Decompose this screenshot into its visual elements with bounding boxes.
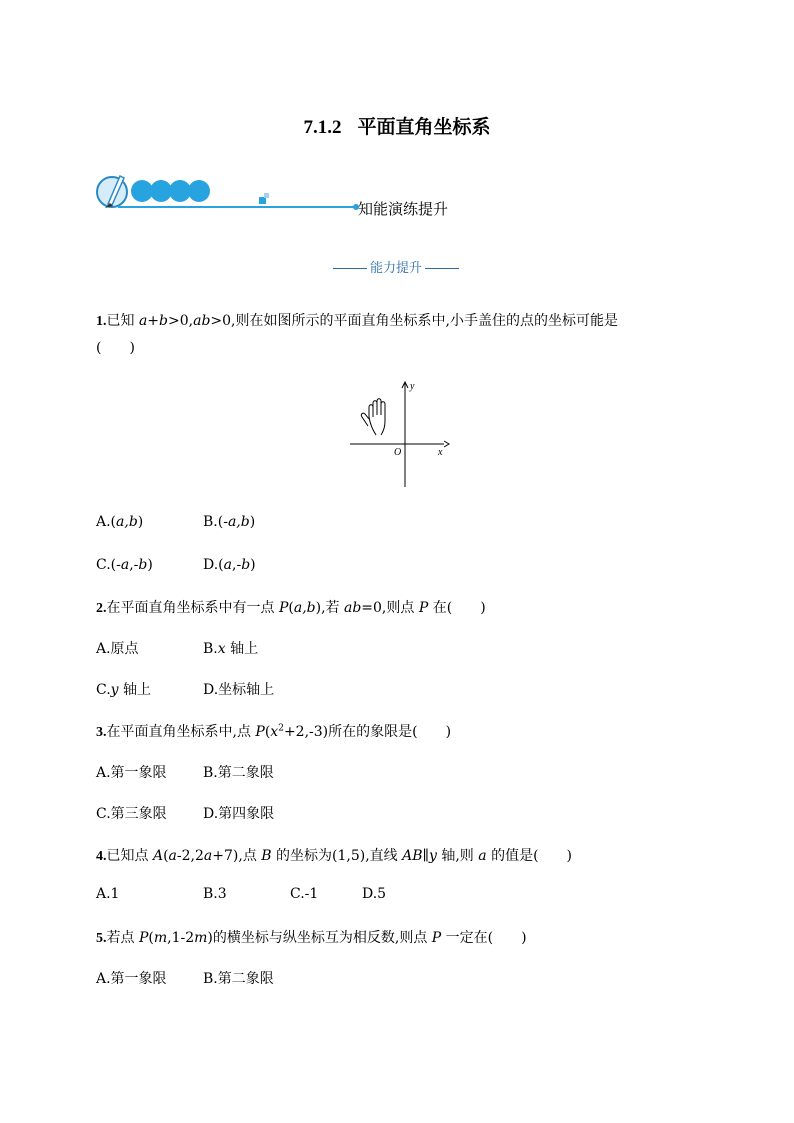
question-number: 1. (96, 314, 107, 329)
q2-option-b[interactable]: B.x 轴上 (203, 641, 259, 657)
origin-label: O (394, 447, 402, 458)
q5-option-b[interactable]: B.第二象限 (203, 971, 274, 987)
q2-option-d[interactable]: D.坐标轴上 (203, 682, 275, 698)
q1-option-d[interactable]: D.(a,-b) (203, 557, 256, 573)
q3-option-a[interactable]: A.第一象限 (96, 765, 167, 781)
question-4: 4.已知点 A(a-2,2a+7),点 B 的坐标为(1,5),直线 AB∥y 轴,则 a 的值是( ) (96, 848, 573, 864)
q3-option-d[interactable]: D.第四象限 (203, 806, 275, 822)
q1-option-b[interactable]: B.(-a,b) (203, 514, 256, 530)
question-3: 3.在平面直角坐标系中,点 $P(x^2+2,-3)$所在的象限是( ) (96, 723, 452, 740)
q2-option-c[interactable]: C.y 轴上 (96, 682, 152, 698)
sub-heading-text: 能力提升 (370, 261, 423, 276)
section-number: 7.1.2 (303, 117, 342, 138)
q1-option-c[interactable]: C.(-a,-b) (96, 557, 153, 573)
q5-option-a[interactable]: A.第一象限 (96, 971, 167, 987)
right-dash (425, 268, 459, 269)
question-2: 2.在平面直角坐标系中有一点 P(a,b),若 ab=0,则点 P 在( ) (96, 600, 486, 616)
question-number: 4. (96, 849, 107, 864)
pen-icon (97, 176, 127, 208)
q4-option-a[interactable]: A.1 (96, 886, 120, 902)
decorative-circles (131, 180, 210, 202)
q2-option-a[interactable]: A.原点 (96, 641, 139, 657)
answer-bracket: ( ) (96, 340, 135, 356)
question-5: 5.若点 P(m,1-2m)的横坐标与纵坐标互为相反数,则点 P 一定在( ) (96, 930, 527, 946)
coordinate-figure (346, 377, 450, 489)
sub-heading (330, 257, 462, 276)
small-squares-icon (259, 193, 269, 204)
q4-option-d[interactable]: D.5 (362, 886, 387, 902)
x-axis-label: x (438, 447, 443, 458)
question-number: 5. (96, 931, 107, 946)
question-number: 3. (96, 725, 107, 740)
left-dash (333, 268, 367, 269)
q4-option-c[interactable]: C.-1 (290, 886, 319, 902)
section-title: 平面直角坐标系 (357, 116, 491, 138)
section-banner (94, 172, 374, 216)
question-number: 2. (96, 601, 107, 616)
hand-icon (361, 399, 385, 435)
page-title (0, 112, 794, 139)
q3-option-c[interactable]: C.第三象限 (96, 806, 167, 822)
q1-option-a[interactable]: A.(a,b) (96, 514, 144, 530)
q3-option-b[interactable]: B.第二象限 (203, 765, 274, 781)
y-axis-label: y (410, 381, 415, 392)
q4-option-b[interactable]: B.3 (203, 886, 227, 902)
question-1: 1.已知 a+b>0,ab>0,则在如图所示的平面直角坐标系中,小手盖住的点的坐标可能是 (96, 313, 618, 329)
banner-label: 知能演练提升 (358, 200, 449, 218)
